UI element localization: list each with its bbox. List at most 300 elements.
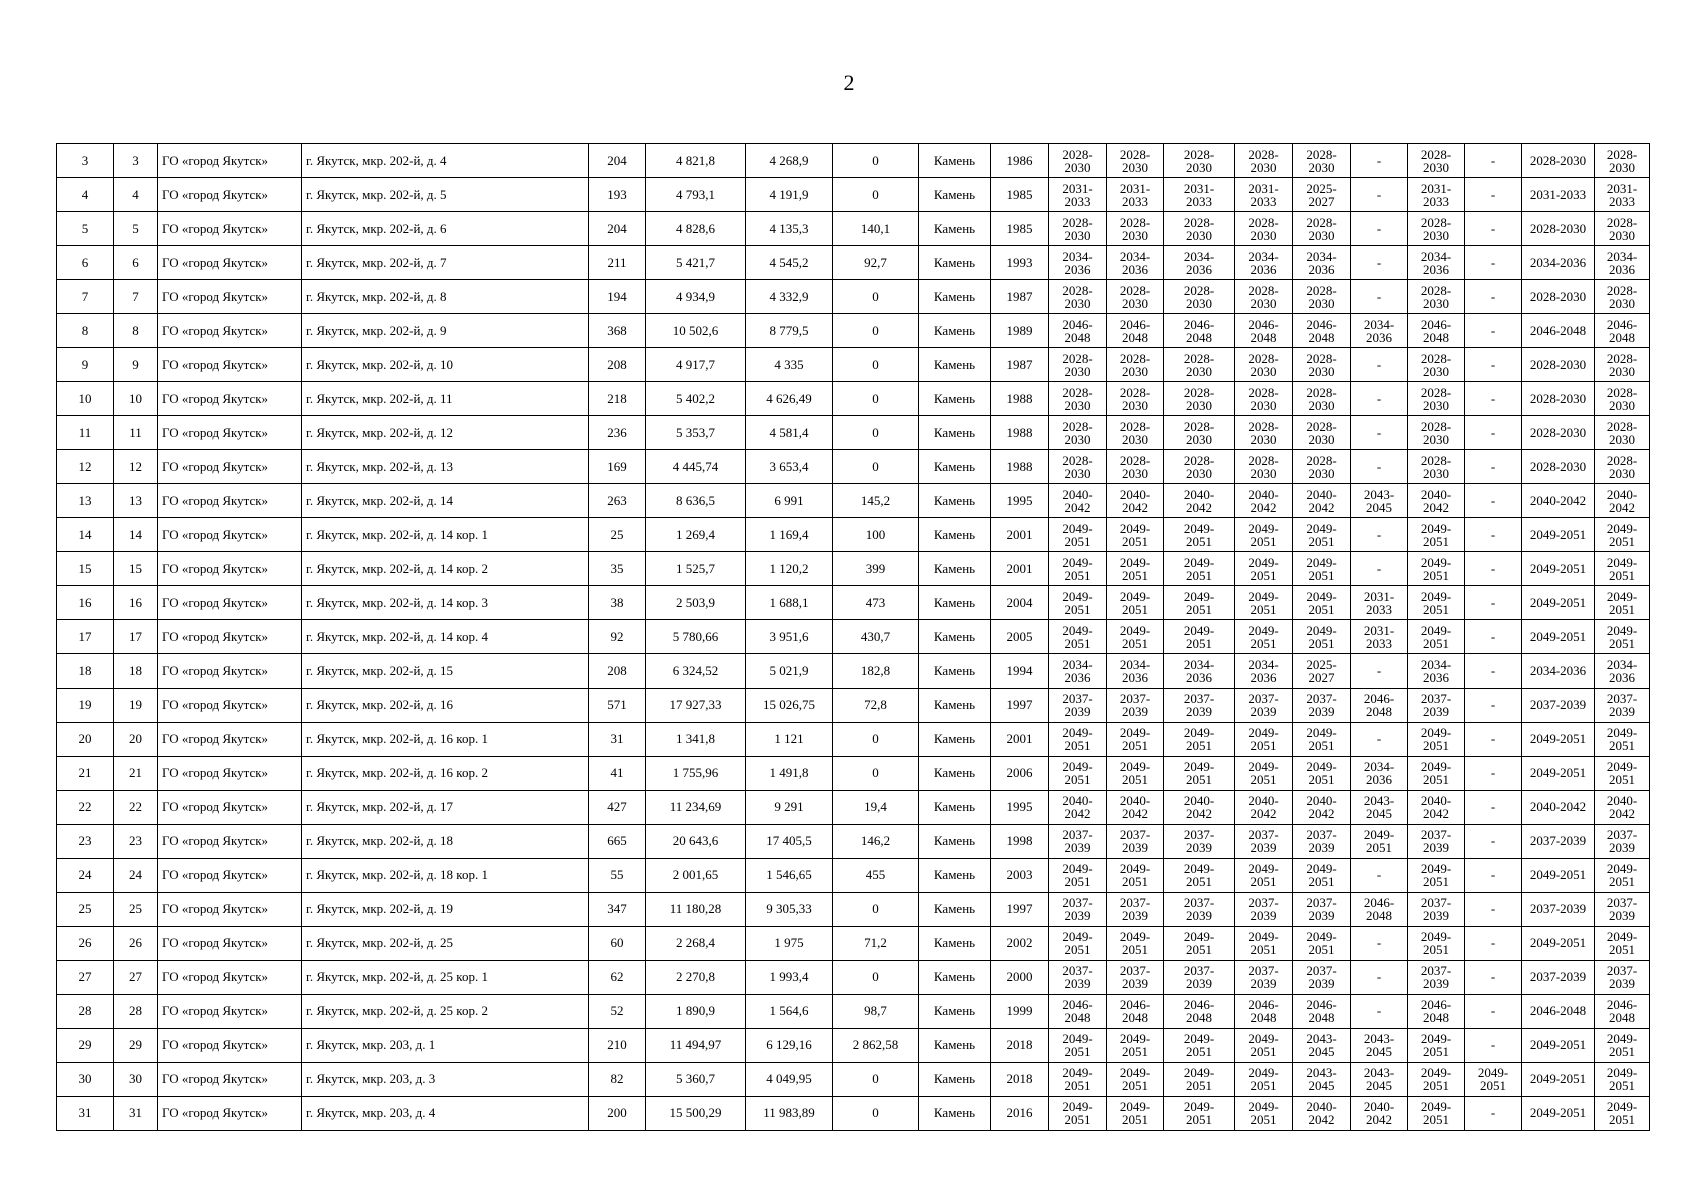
cell-period-10: 2037- 2039 — [1595, 960, 1650, 994]
cell-period-8: - — [1465, 450, 1522, 484]
cell-total-area: 10 502,6 — [646, 314, 746, 348]
cell-row-number: 19 — [57, 688, 114, 722]
cell-period-3: 2040- 2042 — [1164, 484, 1235, 518]
cell-period-10: 2049- 2051 — [1595, 1062, 1650, 1096]
cell-period-8: - — [1465, 926, 1522, 960]
cell-period-10: 2034- 2036 — [1595, 654, 1650, 688]
cell-period-9: 2037-2039 — [1522, 892, 1595, 926]
cell-house-number: 28 — [114, 994, 158, 1028]
cell-municipality: ГО «город Якутск» — [158, 790, 302, 824]
cell-house-number: 31 — [114, 1096, 158, 1130]
cell-residents: 169 — [589, 450, 646, 484]
cell-period-6: 2031- 2033 — [1351, 620, 1408, 654]
cell-build-year: 2006 — [991, 756, 1049, 790]
cell-period-4: 2028- 2030 — [1235, 212, 1293, 246]
cell-period-5: 2049- 2051 — [1293, 620, 1351, 654]
cell-period-7: 2049- 2051 — [1408, 1062, 1465, 1096]
cell-nonresidential-area: 0 — [833, 178, 919, 212]
cell-wall-material: Камень — [919, 790, 991, 824]
cell-address: г. Якутск, мкр. 202-й, д. 15 — [302, 654, 589, 688]
cell-period-1: 2049- 2051 — [1049, 552, 1107, 586]
cell-period-8: - — [1465, 586, 1522, 620]
cell-residents: 38 — [589, 586, 646, 620]
cell-period-10: 2049- 2051 — [1595, 586, 1650, 620]
cell-total-area: 1 269,4 — [646, 518, 746, 552]
cell-period-9: 2028-2030 — [1522, 144, 1595, 178]
cell-municipality: ГО «город Якутск» — [158, 994, 302, 1028]
cell-wall-material: Камень — [919, 1028, 991, 1062]
cell-municipality: ГО «город Якутск» — [158, 1028, 302, 1062]
cell-period-9: 2028-2030 — [1522, 382, 1595, 416]
cell-wall-material: Камень — [919, 178, 991, 212]
cell-period-3: 2046- 2048 — [1164, 994, 1235, 1028]
cell-residents: 208 — [589, 348, 646, 382]
cell-house-number: 16 — [114, 586, 158, 620]
cell-address: г. Якутск, мкр. 202-й, д. 11 — [302, 382, 589, 416]
cell-row-number: 12 — [57, 450, 114, 484]
cell-period-10: 2031- 2033 — [1595, 178, 1650, 212]
cell-period-9: 2028-2030 — [1522, 212, 1595, 246]
table-row — [57, 722, 1650, 756]
cell-row-number: 7 — [57, 280, 114, 314]
cell-period-6: 2040- 2042 — [1351, 1096, 1408, 1130]
cell-period-2: 2049- 2051 — [1107, 756, 1164, 790]
cell-nonresidential-area: 2 862,58 — [833, 1028, 919, 1062]
cell-house-number: 8 — [114, 314, 158, 348]
cell-municipality: ГО «город Якутск» — [158, 518, 302, 552]
cell-build-year: 1993 — [991, 246, 1049, 280]
cell-total-area: 4 917,7 — [646, 348, 746, 382]
cell-address: г. Якутск, мкр. 202-й, д. 14 кор. 1 — [302, 518, 589, 552]
cell-period-6: - — [1351, 382, 1408, 416]
cell-period-4: 2049- 2051 — [1235, 756, 1293, 790]
cell-period-1: 2028- 2030 — [1049, 280, 1107, 314]
cell-period-10: 2028- 2030 — [1595, 416, 1650, 450]
cell-period-1: 2034- 2036 — [1049, 654, 1107, 688]
cell-period-4: 2049- 2051 — [1235, 926, 1293, 960]
cell-residents: 194 — [589, 280, 646, 314]
cell-period-3: 2049- 2051 — [1164, 1028, 1235, 1062]
cell-residents: 41 — [589, 756, 646, 790]
cell-period-4: 2037- 2039 — [1235, 960, 1293, 994]
cell-period-4: 2049- 2051 — [1235, 1096, 1293, 1130]
cell-municipality: ГО «город Якутск» — [158, 348, 302, 382]
cell-period-5: 2049- 2051 — [1293, 518, 1351, 552]
cell-period-6: 2031- 2033 — [1351, 586, 1408, 620]
cell-period-6: - — [1351, 178, 1408, 212]
cell-wall-material: Камень — [919, 144, 991, 178]
registry-body — [57, 144, 1650, 1131]
cell-period-4: 2037- 2039 — [1235, 688, 1293, 722]
cell-period-3: 2034- 2036 — [1164, 654, 1235, 688]
cell-row-number: 16 — [57, 586, 114, 620]
cell-period-7: 2049- 2051 — [1408, 858, 1465, 892]
cell-build-year: 1989 — [991, 314, 1049, 348]
cell-row-number: 10 — [57, 382, 114, 416]
cell-period-2: 2049- 2051 — [1107, 518, 1164, 552]
cell-period-9: 2037-2039 — [1522, 960, 1595, 994]
cell-period-8: - — [1465, 1028, 1522, 1062]
cell-address: г. Якутск, мкр. 202-й, д. 14 кор. 4 — [302, 620, 589, 654]
cell-period-6: - — [1351, 654, 1408, 688]
cell-period-5: 2028- 2030 — [1293, 450, 1351, 484]
cell-house-number: 20 — [114, 722, 158, 756]
cell-period-10: 2046- 2048 — [1595, 994, 1650, 1028]
cell-living-area: 8 779,5 — [746, 314, 833, 348]
cell-period-6: - — [1351, 144, 1408, 178]
cell-period-2: 2028- 2030 — [1107, 212, 1164, 246]
cell-address: г. Якутск, мкр. 202-й, д. 19 — [302, 892, 589, 926]
cell-row-number: 30 — [57, 1062, 114, 1096]
cell-build-year: 2016 — [991, 1096, 1049, 1130]
cell-period-8: - — [1465, 688, 1522, 722]
cell-period-7: 2049- 2051 — [1408, 586, 1465, 620]
cell-period-8: 2049- 2051 — [1465, 1062, 1522, 1096]
cell-municipality: ГО «город Якутск» — [158, 144, 302, 178]
cell-wall-material: Камень — [919, 348, 991, 382]
cell-period-10: 2049- 2051 — [1595, 1096, 1650, 1130]
cell-period-8: - — [1465, 994, 1522, 1028]
cell-period-9: 2049-2051 — [1522, 620, 1595, 654]
cell-municipality: ГО «город Якутск» — [158, 586, 302, 620]
cell-period-5: 2049- 2051 — [1293, 858, 1351, 892]
cell-address: г. Якутск, мкр. 202-й, д. 4 — [302, 144, 589, 178]
cell-wall-material: Камень — [919, 382, 991, 416]
cell-residents: 210 — [589, 1028, 646, 1062]
cell-row-number: 18 — [57, 654, 114, 688]
cell-period-3: 2028- 2030 — [1164, 416, 1235, 450]
cell-total-area: 1 755,96 — [646, 756, 746, 790]
cell-period-4: 2049- 2051 — [1235, 552, 1293, 586]
cell-residents: 193 — [589, 178, 646, 212]
cell-period-3: 2049- 2051 — [1164, 722, 1235, 756]
cell-period-8: - — [1465, 756, 1522, 790]
cell-wall-material: Камень — [919, 246, 991, 280]
cell-period-7: 2037- 2039 — [1408, 824, 1465, 858]
cell-row-number: 21 — [57, 756, 114, 790]
cell-period-2: 2049- 2051 — [1107, 1028, 1164, 1062]
cell-period-5: 2037- 2039 — [1293, 960, 1351, 994]
cell-address: г. Якутск, мкр. 203, д. 4 — [302, 1096, 589, 1130]
cell-period-8: - — [1465, 858, 1522, 892]
cell-period-10: 2049- 2051 — [1595, 552, 1650, 586]
cell-period-10: 2028- 2030 — [1595, 212, 1650, 246]
table-row — [57, 416, 1650, 450]
cell-period-3: 2028- 2030 — [1164, 212, 1235, 246]
table-row — [57, 450, 1650, 484]
table-row — [57, 994, 1650, 1028]
cell-period-6: - — [1351, 858, 1408, 892]
cell-build-year: 2003 — [991, 858, 1049, 892]
table-row — [57, 1062, 1650, 1096]
cell-living-area: 6 129,16 — [746, 1028, 833, 1062]
cell-period-5: 2028- 2030 — [1293, 280, 1351, 314]
cell-period-9: 2040-2042 — [1522, 484, 1595, 518]
cell-address: г. Якутск, мкр. 202-й, д. 8 — [302, 280, 589, 314]
cell-municipality: ГО «город Якутск» — [158, 212, 302, 246]
cell-municipality: ГО «город Якутск» — [158, 484, 302, 518]
table-row — [57, 1028, 1650, 1062]
cell-period-7: 2037- 2039 — [1408, 960, 1465, 994]
cell-period-9: 2049-2051 — [1522, 858, 1595, 892]
cell-period-10: 2049- 2051 — [1595, 620, 1650, 654]
cell-period-7: 2046- 2048 — [1408, 994, 1465, 1028]
cell-period-10: 2037- 2039 — [1595, 824, 1650, 858]
cell-period-3: 2049- 2051 — [1164, 586, 1235, 620]
cell-row-number: 22 — [57, 790, 114, 824]
cell-build-year: 1999 — [991, 994, 1049, 1028]
cell-nonresidential-area: 182,8 — [833, 654, 919, 688]
cell-wall-material: Камень — [919, 280, 991, 314]
cell-row-number: 11 — [57, 416, 114, 450]
cell-period-5: 2046- 2048 — [1293, 314, 1351, 348]
cell-total-area: 4 445,74 — [646, 450, 746, 484]
cell-period-5: 2025- 2027 — [1293, 654, 1351, 688]
cell-residents: 236 — [589, 416, 646, 450]
cell-period-2: 2040- 2042 — [1107, 790, 1164, 824]
cell-build-year: 2001 — [991, 552, 1049, 586]
cell-living-area: 1 546,65 — [746, 858, 833, 892]
cell-period-10: 2028- 2030 — [1595, 450, 1650, 484]
cell-house-number: 25 — [114, 892, 158, 926]
cell-living-area: 1 564,6 — [746, 994, 833, 1028]
cell-period-5: 2040- 2042 — [1293, 1096, 1351, 1130]
cell-residents: 571 — [589, 688, 646, 722]
cell-period-10: 2049- 2051 — [1595, 1028, 1650, 1062]
cell-period-2: 2049- 2051 — [1107, 586, 1164, 620]
cell-period-3: 2037- 2039 — [1164, 688, 1235, 722]
cell-residents: 82 — [589, 1062, 646, 1096]
cell-period-2: 2046- 2048 — [1107, 314, 1164, 348]
cell-living-area: 17 405,5 — [746, 824, 833, 858]
cell-municipality: ГО «город Якутск» — [158, 552, 302, 586]
cell-period-9: 2037-2039 — [1522, 824, 1595, 858]
cell-period-1: 2049- 2051 — [1049, 1096, 1107, 1130]
cell-house-number: 18 — [114, 654, 158, 688]
cell-period-1: 2046- 2048 — [1049, 314, 1107, 348]
cell-house-number: 3 — [114, 144, 158, 178]
cell-municipality: ГО «город Якутск» — [158, 926, 302, 960]
cell-living-area: 1 121 — [746, 722, 833, 756]
cell-address: г. Якутск, мкр. 203, д. 3 — [302, 1062, 589, 1096]
cell-period-4: 2049- 2051 — [1235, 518, 1293, 552]
cell-period-3: 2028- 2030 — [1164, 144, 1235, 178]
cell-period-2: 2049- 2051 — [1107, 722, 1164, 756]
cell-period-2: 2040- 2042 — [1107, 484, 1164, 518]
cell-period-8: - — [1465, 212, 1522, 246]
cell-period-4: 2034- 2036 — [1235, 654, 1293, 688]
cell-period-9: 2049-2051 — [1522, 926, 1595, 960]
cell-period-3: 2049- 2051 — [1164, 1096, 1235, 1130]
cell-living-area: 4 332,9 — [746, 280, 833, 314]
cell-address: г. Якутск, мкр. 202-й, д. 25 кор. 2 — [302, 994, 589, 1028]
cell-period-9: 2049-2051 — [1522, 756, 1595, 790]
cell-residents: 263 — [589, 484, 646, 518]
cell-period-8: - — [1465, 654, 1522, 688]
cell-period-6: - — [1351, 994, 1408, 1028]
cell-period-8: - — [1465, 246, 1522, 280]
cell-address: г. Якутск, мкр. 202-й, д. 12 — [302, 416, 589, 450]
cell-period-7: 2040- 2042 — [1408, 484, 1465, 518]
cell-period-3: 2049- 2051 — [1164, 756, 1235, 790]
cell-row-number: 4 — [57, 178, 114, 212]
cell-total-area: 11 494,97 — [646, 1028, 746, 1062]
cell-period-9: 2040-2042 — [1522, 790, 1595, 824]
cell-period-7: 2028- 2030 — [1408, 280, 1465, 314]
cell-wall-material: Камень — [919, 654, 991, 688]
cell-period-6: - — [1351, 926, 1408, 960]
cell-period-2: 2049- 2051 — [1107, 858, 1164, 892]
table-row — [57, 688, 1650, 722]
cell-period-3: 2049- 2051 — [1164, 518, 1235, 552]
cell-period-5: 2028- 2030 — [1293, 416, 1351, 450]
cell-period-2: 2034- 2036 — [1107, 654, 1164, 688]
cell-period-9: 2028-2030 — [1522, 416, 1595, 450]
cell-living-area: 3 951,6 — [746, 620, 833, 654]
cell-period-8: - — [1465, 348, 1522, 382]
cell-wall-material: Камень — [919, 552, 991, 586]
cell-period-5: 2049- 2051 — [1293, 722, 1351, 756]
cell-period-9: 2037-2039 — [1522, 688, 1595, 722]
cell-period-3: 2037- 2039 — [1164, 960, 1235, 994]
cell-period-1: 2049- 2051 — [1049, 722, 1107, 756]
cell-period-10: 2037- 2039 — [1595, 892, 1650, 926]
cell-residents: 368 — [589, 314, 646, 348]
table-row — [57, 144, 1650, 178]
cell-period-10: 2049- 2051 — [1595, 926, 1650, 960]
cell-build-year: 1987 — [991, 280, 1049, 314]
cell-wall-material: Камень — [919, 620, 991, 654]
cell-wall-material: Камень — [919, 314, 991, 348]
cell-period-8: - — [1465, 280, 1522, 314]
table-row — [57, 212, 1650, 246]
cell-living-area: 9 305,33 — [746, 892, 833, 926]
cell-nonresidential-area: 71,2 — [833, 926, 919, 960]
cell-living-area: 9 291 — [746, 790, 833, 824]
cell-period-7: 2037- 2039 — [1408, 892, 1465, 926]
cell-total-area: 4 934,9 — [646, 280, 746, 314]
cell-period-1: 2037- 2039 — [1049, 960, 1107, 994]
cell-residents: 25 — [589, 518, 646, 552]
cell-address: г. Якутск, мкр. 202-й, д. 5 — [302, 178, 589, 212]
cell-house-number: 12 — [114, 450, 158, 484]
cell-municipality: ГО «город Якутск» — [158, 654, 302, 688]
cell-period-1: 2049- 2051 — [1049, 756, 1107, 790]
cell-house-number: 29 — [114, 1028, 158, 1062]
cell-nonresidential-area: 399 — [833, 552, 919, 586]
cell-period-1: 2049- 2051 — [1049, 1062, 1107, 1096]
cell-period-2: 2046- 2048 — [1107, 994, 1164, 1028]
cell-living-area: 11 983,89 — [746, 1096, 833, 1130]
cell-period-7: 2037- 2039 — [1408, 688, 1465, 722]
cell-period-9: 2049-2051 — [1522, 552, 1595, 586]
cell-period-3: 2049- 2051 — [1164, 552, 1235, 586]
cell-row-number: 25 — [57, 892, 114, 926]
cell-residents: 427 — [589, 790, 646, 824]
cell-period-4: 2040- 2042 — [1235, 790, 1293, 824]
cell-period-2: 2028- 2030 — [1107, 144, 1164, 178]
cell-period-2: 2049- 2051 — [1107, 1062, 1164, 1096]
cell-period-5: 2046- 2048 — [1293, 994, 1351, 1028]
cell-period-8: - — [1465, 1096, 1522, 1130]
cell-nonresidential-area: 98,7 — [833, 994, 919, 1028]
cell-period-2: 2037- 2039 — [1107, 824, 1164, 858]
cell-total-area: 17 927,33 — [646, 688, 746, 722]
cell-period-9: 2049-2051 — [1522, 586, 1595, 620]
cell-period-3: 2028- 2030 — [1164, 280, 1235, 314]
cell-municipality: ГО «город Якутск» — [158, 280, 302, 314]
cell-period-6: 2043- 2045 — [1351, 484, 1408, 518]
cell-period-6: - — [1351, 246, 1408, 280]
cell-period-4: 2037- 2039 — [1235, 824, 1293, 858]
cell-municipality: ГО «город Якутск» — [158, 1062, 302, 1096]
cell-period-4: 2049- 2051 — [1235, 722, 1293, 756]
cell-living-area: 1 169,4 — [746, 518, 833, 552]
cell-period-9: 2046-2048 — [1522, 994, 1595, 1028]
cell-nonresidential-area: 0 — [833, 756, 919, 790]
cell-municipality: ГО «город Якутск» — [158, 314, 302, 348]
cell-house-number: 6 — [114, 246, 158, 280]
cell-residents: 211 — [589, 246, 646, 280]
cell-municipality: ГО «город Якутск» — [158, 382, 302, 416]
cell-period-9: 2028-2030 — [1522, 450, 1595, 484]
cell-period-7: 2049- 2051 — [1408, 926, 1465, 960]
cell-period-10: 2037- 2039 — [1595, 688, 1650, 722]
table-row — [57, 348, 1650, 382]
cell-period-4: 2028- 2030 — [1235, 348, 1293, 382]
cell-house-number: 22 — [114, 790, 158, 824]
cell-period-2: 2031- 2033 — [1107, 178, 1164, 212]
cell-nonresidential-area: 72,8 — [833, 688, 919, 722]
cell-period-4: 2028- 2030 — [1235, 450, 1293, 484]
cell-house-number: 14 — [114, 518, 158, 552]
cell-residents: 92 — [589, 620, 646, 654]
cell-period-6: 2043- 2045 — [1351, 1062, 1408, 1096]
cell-wall-material: Камень — [919, 586, 991, 620]
cell-nonresidential-area: 146,2 — [833, 824, 919, 858]
cell-build-year: 1995 — [991, 790, 1049, 824]
cell-total-area: 5 421,7 — [646, 246, 746, 280]
cell-residents: 52 — [589, 994, 646, 1028]
cell-build-year: 2002 — [991, 926, 1049, 960]
cell-wall-material: Камень — [919, 212, 991, 246]
cell-build-year: 2005 — [991, 620, 1049, 654]
cell-house-number: 24 — [114, 858, 158, 892]
cell-house-number: 13 — [114, 484, 158, 518]
cell-municipality: ГО «город Якутск» — [158, 416, 302, 450]
cell-period-2: 2037- 2039 — [1107, 960, 1164, 994]
cell-row-number: 13 — [57, 484, 114, 518]
cell-total-area: 1 525,7 — [646, 552, 746, 586]
cell-period-6: 2034- 2036 — [1351, 314, 1408, 348]
cell-period-1: 2049- 2051 — [1049, 620, 1107, 654]
cell-build-year: 1994 — [991, 654, 1049, 688]
cell-total-area: 5 360,7 — [646, 1062, 746, 1096]
cell-municipality: ГО «город Якутск» — [158, 688, 302, 722]
cell-period-6: - — [1351, 280, 1408, 314]
cell-period-9: 2034-2036 — [1522, 246, 1595, 280]
cell-period-2: 2049- 2051 — [1107, 620, 1164, 654]
cell-period-4: 2049- 2051 — [1235, 586, 1293, 620]
cell-total-area: 6 324,52 — [646, 654, 746, 688]
cell-residents: 200 — [589, 1096, 646, 1130]
cell-period-7: 2031- 2033 — [1408, 178, 1465, 212]
cell-period-2: 2049- 2051 — [1107, 1096, 1164, 1130]
cell-period-3: 2028- 2030 — [1164, 348, 1235, 382]
cell-row-number: 26 — [57, 926, 114, 960]
cell-period-1: 2046- 2048 — [1049, 994, 1107, 1028]
cell-period-2: 2028- 2030 — [1107, 416, 1164, 450]
